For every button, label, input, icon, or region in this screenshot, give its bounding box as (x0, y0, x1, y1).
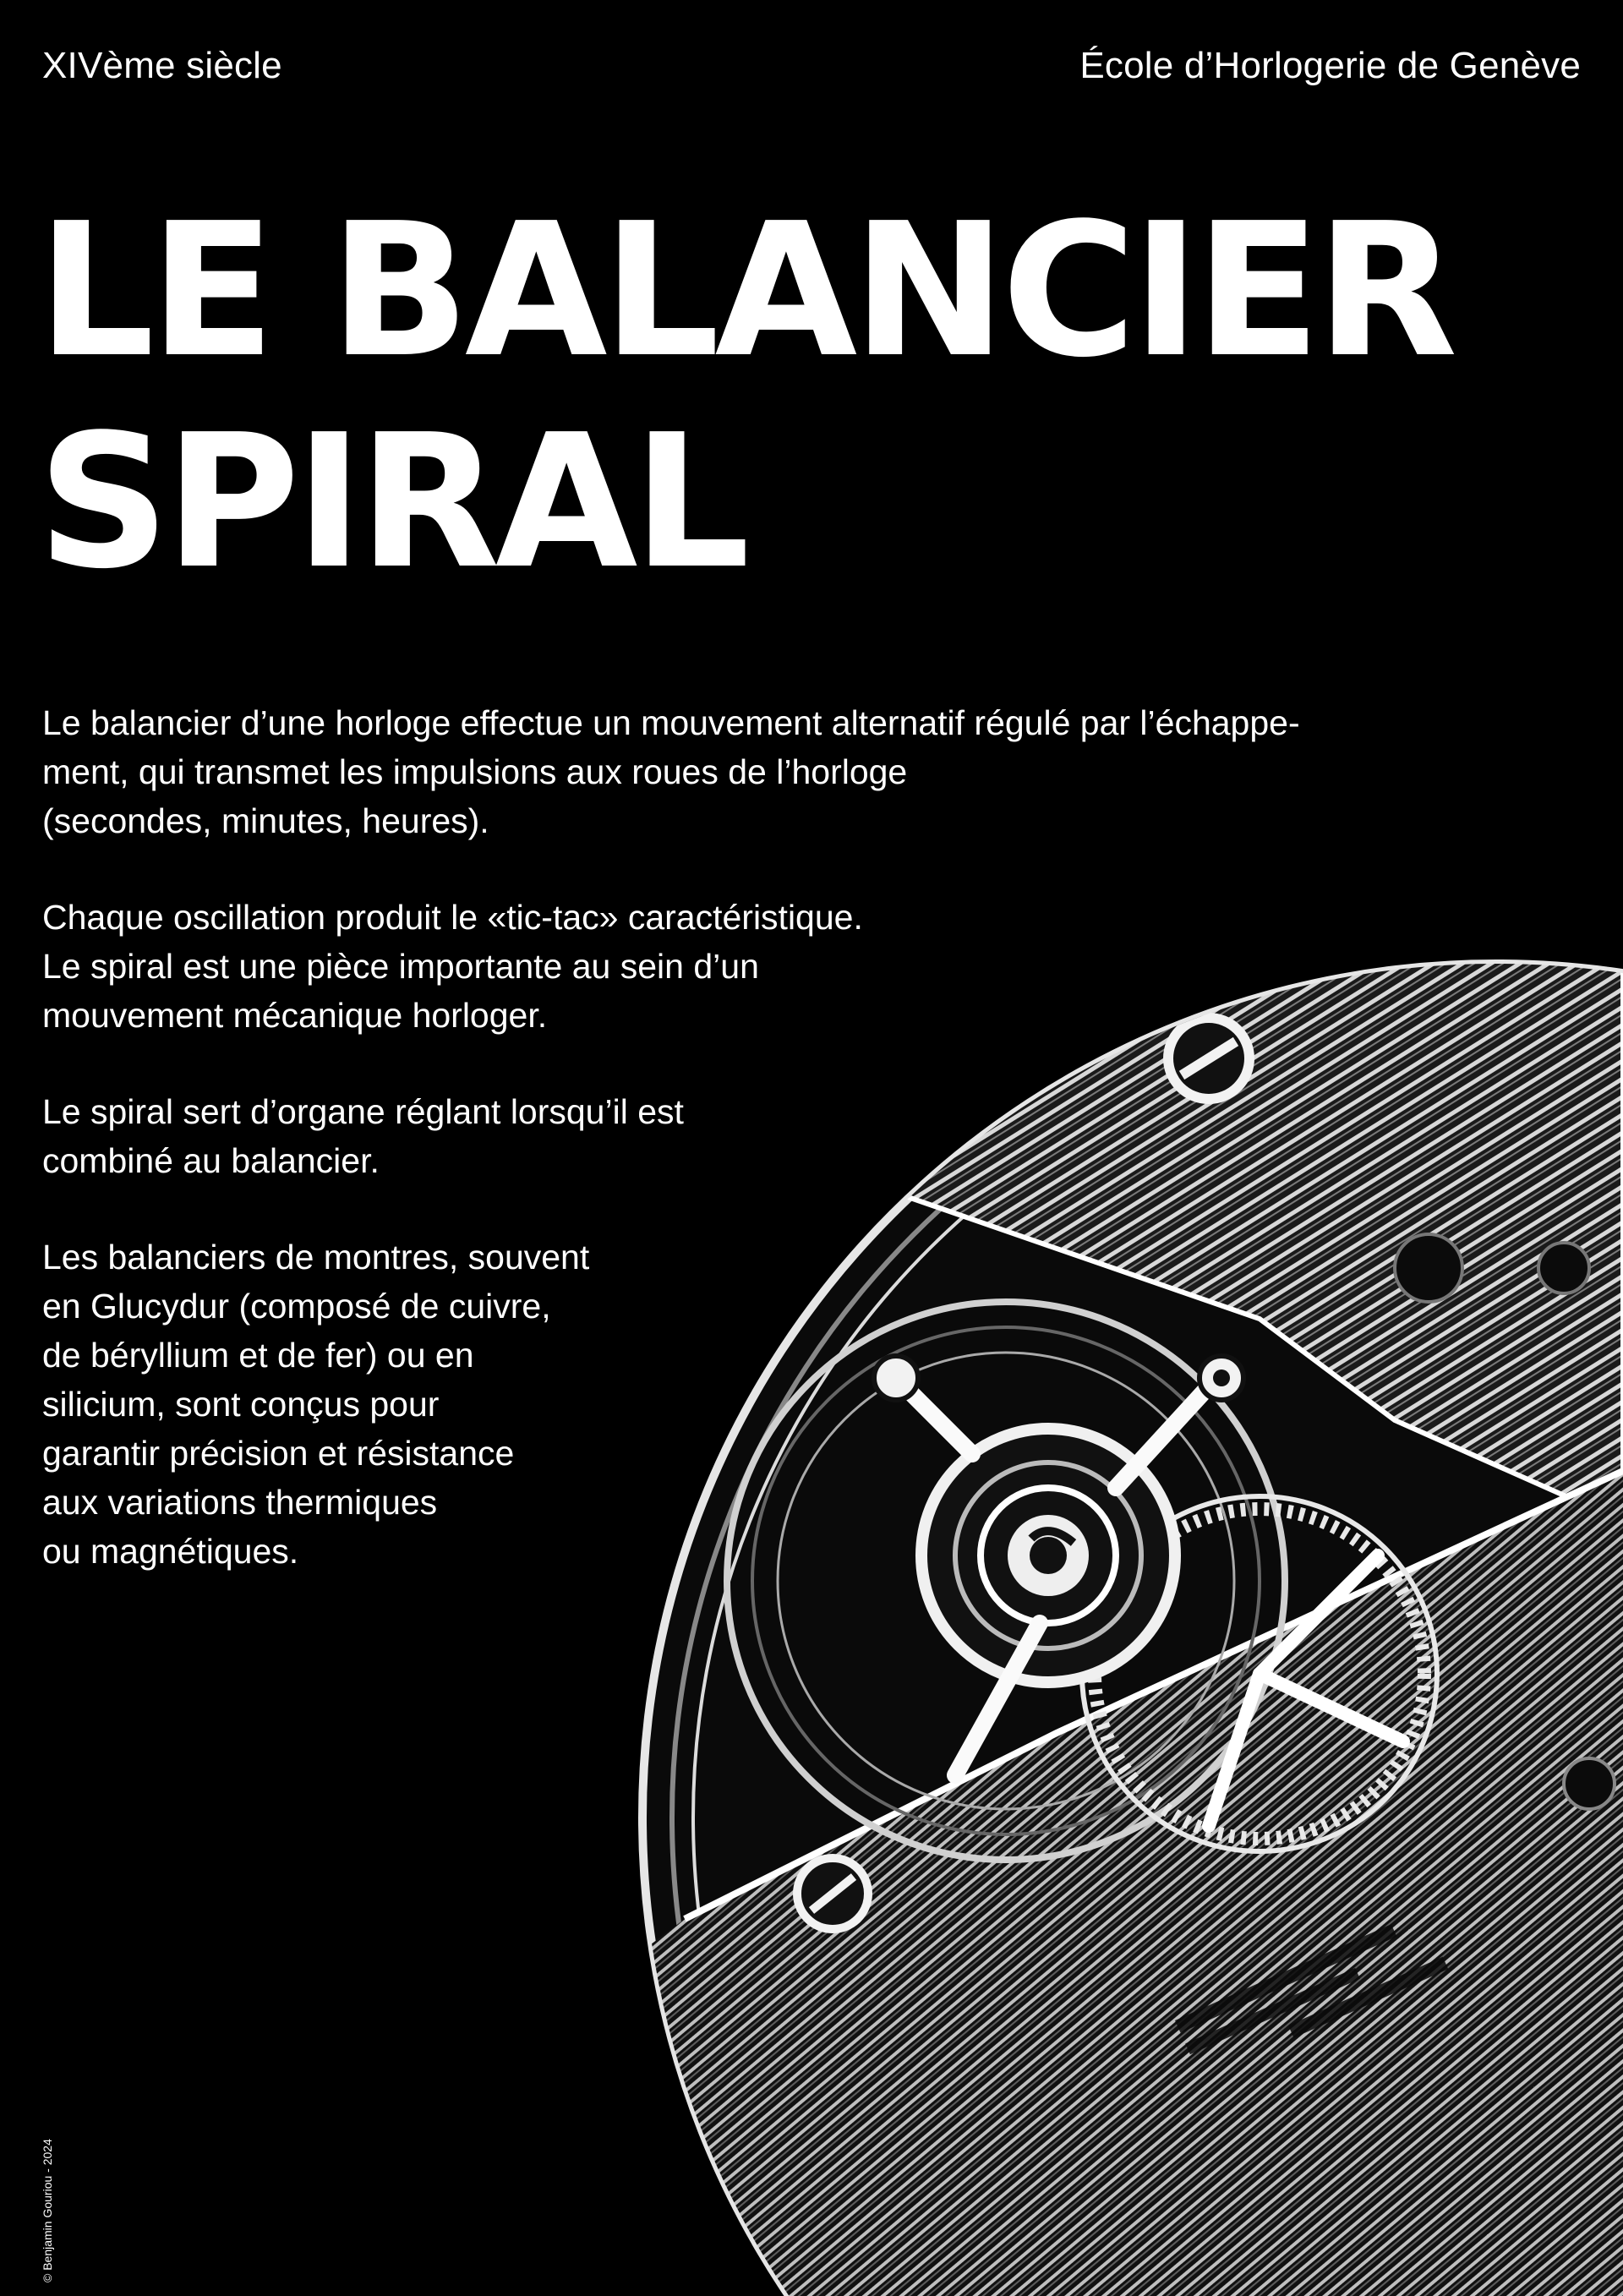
paragraph-line: combiné au balancier. (42, 1141, 380, 1180)
paragraph-line: silicium, sont conçus pour (42, 1385, 440, 1424)
paragraph-line: de béryllium et de fer) ou en (42, 1336, 474, 1375)
paragraph-line: ou magnétiques. (42, 1532, 299, 1571)
paragraph-line: garantir précision et résistance (42, 1434, 515, 1473)
paragraph-line: mouvement mécanique horloger. (42, 996, 548, 1035)
paragraph-3 (42, 1087, 1564, 1185)
century-label: XIVème siècle (42, 45, 282, 86)
paragraph-line: Le spiral est une pièce importante au sein d’un (42, 947, 759, 986)
paragraph-1 (42, 698, 1564, 845)
paragraph-line: ment, qui transmet les impulsions aux roues de l’horloge (42, 752, 908, 791)
paragraph-line: (secondes, minutes, heures). (42, 801, 489, 840)
paragraph-line: Chaque oscillation produit le «tic-tac» caractéristique. (42, 898, 863, 937)
title-line-1: LE BALANCIER (37, 184, 1453, 398)
paragraph-4 (42, 1233, 1564, 1576)
paragraph-line: Le spiral sert d’organe réglant lorsqu’il est (42, 1092, 684, 1131)
paragraph-line: Les balanciers de montres, souvent (42, 1238, 590, 1276)
paragraph-line: aux variations thermiques (42, 1483, 438, 1522)
title-line-2: SPIRAL (37, 396, 746, 610)
body-text (42, 698, 1564, 1623)
poster-title (37, 186, 1453, 609)
paragraph-line: en Glucydur (composé de cuivre, (42, 1287, 551, 1326)
school-label: École d’Horlogerie de Genève (1079, 45, 1581, 86)
paragraph-2 (42, 893, 1564, 1040)
paragraph-line: Le balancier d’une horloge effectue un mouvement alternatif régulé par l’échappe- (42, 703, 1300, 742)
copyright-credit: © Benjamin Gouriou - 2024 (41, 2139, 54, 2282)
